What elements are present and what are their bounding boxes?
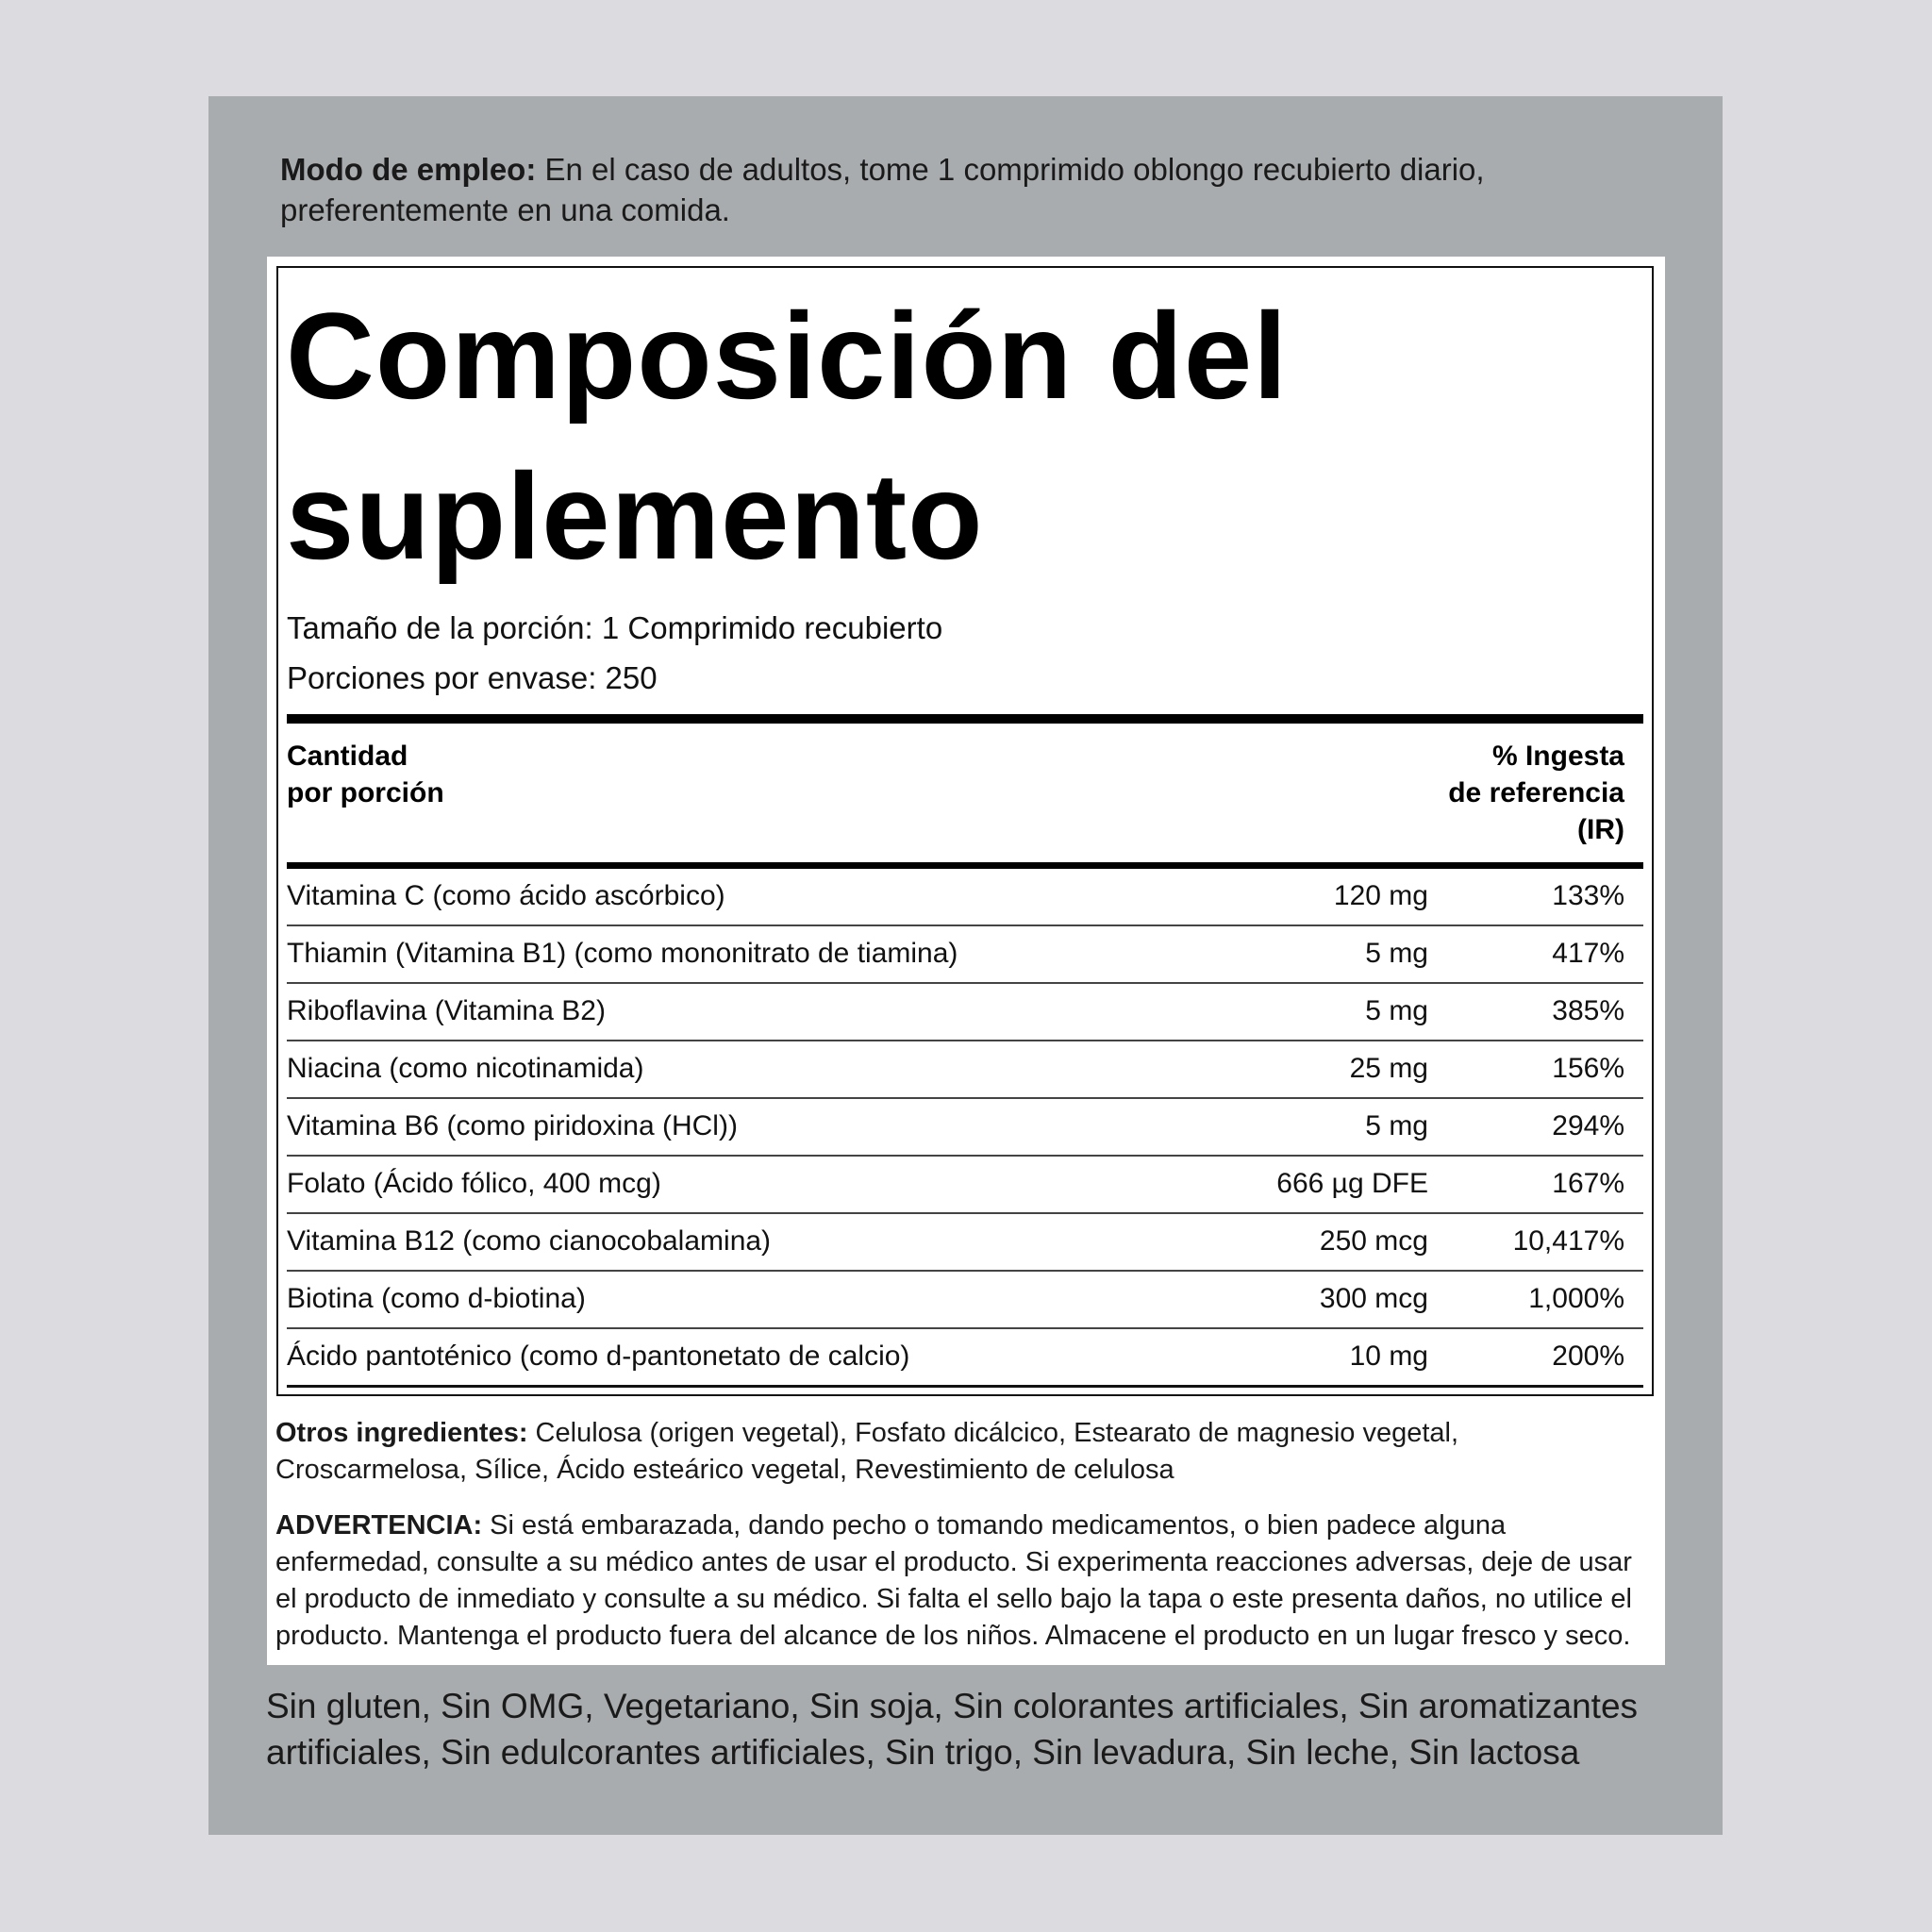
nutrient-amount: 10 mg [1349, 1341, 1428, 1372]
nutrient-amount: 5 mg [1365, 1110, 1428, 1141]
nutrient-name: Niacina (como nicotinamida) [287, 1053, 644, 1084]
nutrient-amount: 300 mcg [1319, 1283, 1428, 1314]
table-row [287, 1214, 1643, 1272]
nutrient-amount: 25 mg [1349, 1053, 1428, 1084]
nutrient-name: Riboflavina (Vitamina B2) [287, 995, 606, 1026]
directions-body: En el caso de adultos, tome 1 comprimido oblongo recubierto diario, preferentemente en una comida. [280, 152, 1485, 227]
table-row [287, 1157, 1643, 1214]
nutrient-amount: 5 mg [1365, 995, 1428, 1026]
nutrient-name: Thiamin (Vitamina B1) (como mononitrato de tiamina) [287, 938, 958, 969]
other-ingredients [275, 1415, 1653, 1489]
nutrient-amount: 250 mcg [1319, 1225, 1428, 1257]
table-row [287, 1099, 1643, 1157]
nutrient-ir: 167% [1552, 1168, 1624, 1199]
nutrient-amount: 666 µg DFE [1276, 1168, 1428, 1199]
nutrient-name: Vitamina B6 (como piridoxina (HCl)) [287, 1110, 738, 1141]
table-row [287, 984, 1643, 1041]
thick-divider-top [287, 714, 1643, 724]
nutrient-ir: 200% [1552, 1341, 1624, 1372]
directions-text [280, 149, 1657, 230]
nutrient-name: Folato (Ácido fólico, 400 mcg) [287, 1168, 661, 1199]
warning-text [275, 1507, 1653, 1655]
other-ingredients-lead: Otros ingredientes: [275, 1418, 528, 1448]
nutrient-ir: 385% [1552, 995, 1624, 1026]
nutrient-amount: 120 mg [1333, 880, 1428, 911]
nutrient-name: Biotina (como d-biotina) [287, 1283, 586, 1314]
directions-lead: Modo de empleo: [280, 152, 537, 187]
table-row [287, 1041, 1643, 1099]
nutrient-name: Vitamina B12 (como cianocobalamina) [287, 1225, 772, 1257]
table-row [287, 1272, 1643, 1329]
nutrient-name: Ácido pantoténico (como d-pantonetato de calcio) [287, 1341, 910, 1372]
nutrient-table [287, 869, 1643, 1388]
thick-divider-header [287, 862, 1643, 869]
nutrient-ir: 10,417% [1512, 1225, 1624, 1257]
nutrient-amount: 5 mg [1365, 938, 1428, 969]
servings-per-container: Porciones por envase: 250 [287, 660, 658, 695]
table-row [287, 1329, 1643, 1388]
nutrient-ir: 417% [1552, 938, 1624, 969]
nutrient-ir: 133% [1552, 880, 1624, 911]
facts-title: Composición del suplemento [286, 287, 1289, 585]
nutrient-ir: 156% [1552, 1053, 1624, 1084]
nutrient-ir: 294% [1552, 1110, 1624, 1141]
warning-body: Si está embarazada, dando pecho o tomando medicamentos, o bien padece alguna enfermedad, consulte a su médico antes de usar el producto. Si experimenta reacciones adversas, deje de usar el producto de inmediato y consulte a su médico. Si falta el sello bajo la tapa o este presenta daños, no utilice el producto. Mantenga el producto fuera del alcance de los niños. Almacene el producto en un lugar fresco y seco. [275, 1510, 1632, 1651]
serving-size: Tamaño de la porción: 1 Comprimido recubierto [287, 610, 943, 645]
nutrient-name: Vitamina C (como ácido ascórbico) [287, 880, 725, 911]
other-ingredients-body: Celulosa (origen vegetal), Fosfato dicálcico, Estearato de magnesio vegetal, Croscarmelosa, Sílice, Ácido esteárico vegetal, Revestimiento de celulosa [275, 1418, 1459, 1485]
table-row [287, 926, 1643, 984]
amount-per-serving-header: Cantidad por porción [287, 741, 444, 808]
reference-intake-header: % Ingesta de referencia (IR) [1448, 741, 1624, 845]
warning-lead: ADVERTENCIA: [275, 1510, 483, 1541]
nutrient-ir: 1,000% [1528, 1283, 1624, 1314]
table-row [287, 869, 1643, 926]
free-of-claims: Sin gluten, Sin OMG, Vegetariano, Sin soja, Sin colorantes artificiales, Sin aromatizantes artificiales, Sin edulcorantes artificiales, Sin trigo, Sin levadura, Sin leche, Sin lactosa [266, 1687, 1639, 1772]
